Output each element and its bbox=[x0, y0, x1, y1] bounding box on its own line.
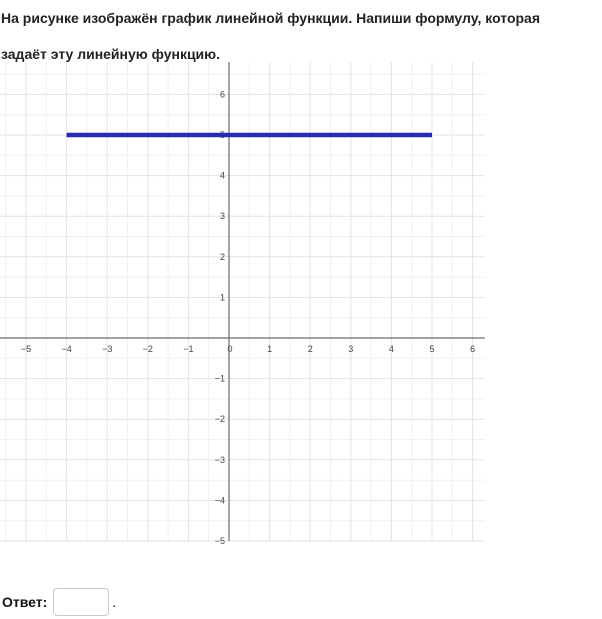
x-tick-label: 0 bbox=[227, 344, 233, 354]
y-tick-label: 4 bbox=[219, 170, 225, 181]
x-tick-label: 4 bbox=[388, 344, 394, 354]
answer-suffix: . bbox=[112, 594, 117, 610]
x-tick-label: 5 bbox=[429, 344, 435, 354]
y-tick-label: −1 bbox=[214, 373, 225, 384]
y-tick-label: 1 bbox=[219, 292, 225, 303]
y-tick-label: −4 bbox=[214, 495, 225, 506]
x-tick-label: 3 bbox=[348, 344, 354, 354]
y-tick-label: −2 bbox=[214, 414, 225, 425]
x-tick-label: 6 bbox=[470, 344, 476, 354]
answer-row bbox=[2, 586, 116, 618]
x-tick-label: −2 bbox=[142, 344, 153, 354]
y-tick-label: 2 bbox=[219, 251, 225, 262]
y-tick-label: 6 bbox=[219, 89, 225, 100]
y-tick-label: 3 bbox=[219, 211, 225, 222]
question-line-1: На рисунке изображён график линейной функции. Напиши формулу, которая bbox=[1, 10, 541, 26]
x-tick-label: −4 bbox=[61, 344, 72, 354]
x-tick-label: 2 bbox=[307, 344, 313, 354]
x-tick-label: −1 bbox=[183, 344, 194, 354]
question-line-2: задаёт эту линейную функцию. bbox=[1, 46, 221, 62]
x-tick-label: 1 bbox=[267, 344, 273, 354]
x-tick-label: −5 bbox=[20, 344, 32, 354]
answer-input[interactable] bbox=[53, 588, 109, 616]
answer-label: Ответ: bbox=[2, 594, 48, 610]
y-tick-label: −3 bbox=[214, 454, 225, 465]
function-graph bbox=[0, 62, 496, 544]
y-tick-label: −5 bbox=[214, 536, 225, 544]
x-tick-label: −3 bbox=[102, 344, 113, 354]
graph-svg bbox=[0, 62, 496, 544]
y-tick-label: 5 bbox=[219, 130, 225, 140]
